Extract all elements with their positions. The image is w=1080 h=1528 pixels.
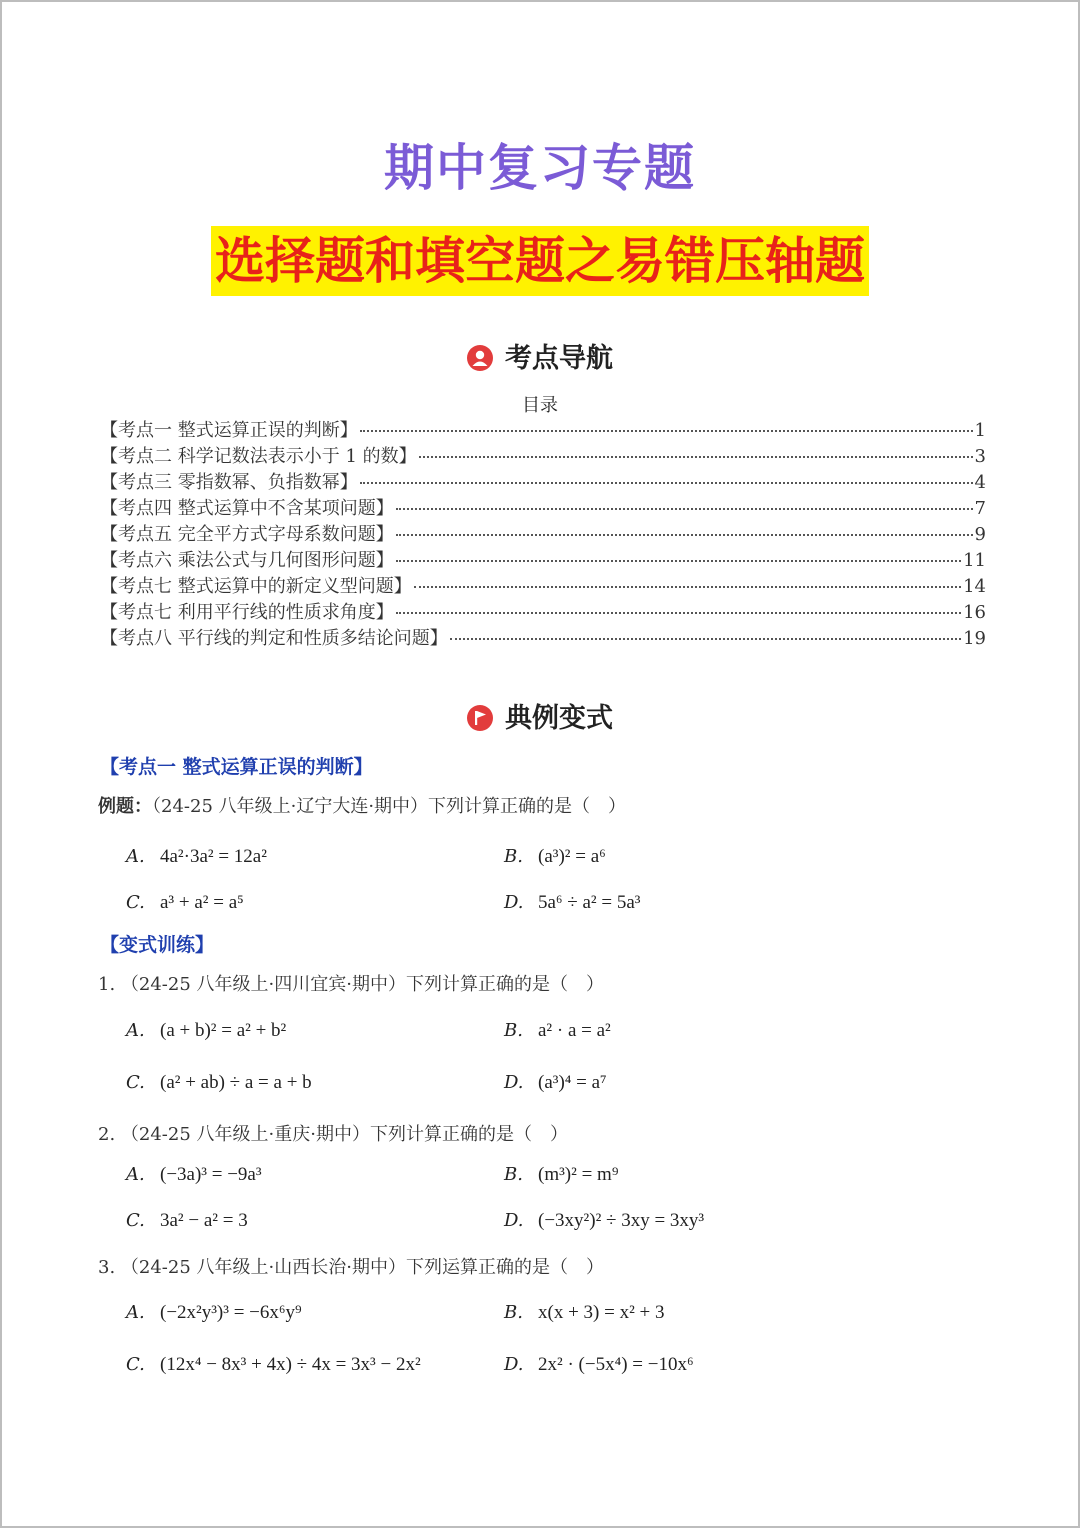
- q2-option-a[interactable]: A. (−3a)³ = −9a³: [126, 1164, 262, 1185]
- toc-item[interactable]: 【考点一 整式运算正误的判断】 1: [100, 420, 986, 441]
- table-of-contents: [100, 416, 986, 650]
- q3-option-c[interactable]: C. (12x⁴ − 8x³ + 4x) ÷ 4x = 3x³ − 2x²: [126, 1354, 421, 1375]
- practice-heading: 【变式训练】: [100, 934, 215, 956]
- q3-option-b[interactable]: B. x(x + 3) = x² + 3: [504, 1302, 665, 1323]
- topic1-heading: 【考点一 整式运算正误的判断】: [100, 756, 373, 778]
- examples-section-title: 典例变式: [505, 703, 613, 734]
- toc-title: 目录: [522, 395, 558, 416]
- examples-section-heading: [0, 696, 1080, 735]
- q2-option-d[interactable]: D. (−3xy²)² ÷ 3xy = 3xy³: [504, 1210, 705, 1231]
- page-subtitle: 选择题和填空题之易错压轴题: [211, 226, 869, 296]
- example-label: 例题：: [98, 796, 152, 817]
- nav-section-title: 考点导航: [505, 343, 613, 374]
- example-text: （24-25 八年级上·辽宁大连·期中）下列计算正确的是（ ）: [152, 796, 627, 817]
- toc-item[interactable]: 【考点七 利用平行线的性质求角度】 16: [100, 602, 986, 623]
- toc-item[interactable]: 【考点三 零指数幂、负指数幂】 4: [100, 472, 986, 493]
- example-option-c[interactable]: C. a³ + a² = a⁵: [126, 892, 244, 913]
- toc-item[interactable]: 【考点八 平行线的判定和性质多结论问题】 19: [100, 628, 986, 649]
- example-option-b[interactable]: B. (a³)² = a⁶: [504, 846, 606, 867]
- q2-option-b[interactable]: B. (m³)² = m⁹: [504, 1164, 619, 1185]
- q3-option-a[interactable]: A. (−2x²y³)³ = −6x⁶y⁹: [126, 1302, 302, 1323]
- example-option-a[interactable]: A. 4a²·3a² = 12a²: [126, 846, 267, 867]
- toc-item[interactable]: 【考点二 科学记数法表示小于 1 的数】 3: [100, 446, 986, 467]
- question-3: 3. （24-25 八年级上·山西长治·期中）下列运算正确的是（ ）: [98, 1257, 604, 1278]
- q2-option-c[interactable]: C. 3a² − a² = 3: [126, 1210, 248, 1231]
- page-title: 期中复习专题: [384, 139, 696, 197]
- question-1: 1. （24-25 八年级上·四川宜宾·期中）下列计算正确的是（ ）: [98, 974, 604, 995]
- q1-option-c[interactable]: C. (a² + ab) ÷ a = a + b: [126, 1072, 312, 1093]
- toc-item[interactable]: 【考点七 整式运算中的新定义型问题】 14: [100, 576, 986, 597]
- question-2: 2. （24-25 八年级上·重庆·期中）下列计算正确的是（ ）: [98, 1124, 568, 1145]
- example-question: [98, 792, 626, 818]
- toc-item[interactable]: 【考点六 乘法公式与几何图形问题】 11: [100, 550, 986, 571]
- flag-icon: [467, 705, 493, 731]
- q1-option-b[interactable]: B. a² · a = a²: [504, 1020, 611, 1041]
- person-icon: [467, 345, 493, 371]
- toc-item[interactable]: 【考点四 整式运算中不含某项问题】 7: [100, 498, 986, 519]
- q1-option-a[interactable]: A. (a + b)² = a² + b²: [126, 1020, 287, 1041]
- q1-option-d[interactable]: D. (a³)⁴ = a⁷: [504, 1072, 607, 1093]
- example-option-d[interactable]: D. 5a⁶ ÷ a² = 5a³: [504, 892, 641, 913]
- nav-section-heading: [0, 336, 1080, 375]
- toc-item[interactable]: 【考点五 完全平方式字母系数问题】 9: [100, 524, 986, 545]
- q3-option-d[interactable]: D. 2x² · (−5x⁴) = −10x⁶: [504, 1354, 694, 1375]
